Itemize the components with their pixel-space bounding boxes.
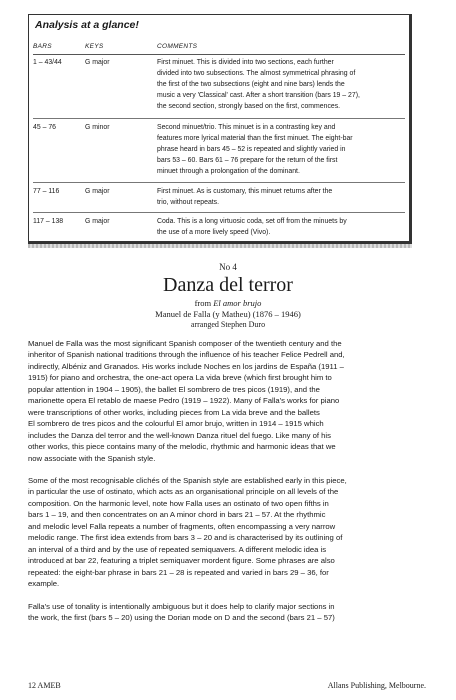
analysis-title: Analysis at a glance! <box>35 19 139 31</box>
piece-source: from El amor brujo <box>194 298 262 308</box>
paragraph-intro: Manuel de Falla was the most significant Spanish composer of the twentieth century and the inheritor of Spanish national traditions through the influence of his teacher Felice Pedrell and, indirectly, Albéniz and Granados. His works include Noches en los jardins de España (1911 – 1915) for piano and orchestra, the one-act opera La vida breve (which first brought him to popular attention in 1904 – 1905), the ballet El sombrero de tres picos (1919), and the marionette opera El retablo de maese Pedro (1919 – 1922). Many of Falla's works for piano were transcriptions of other works, including pieces from La vida breve and the ballets El sombrero de tres picos and the colourful El amor brujo, written in 1914 – 1915 which includes the Danza del terror and the well-known Danza rituel del fuego. Like many of his other works, this piece contains many of the melodic, rhythmic and harmonic ideas that we now associate with the Spanish style. <box>28 339 345 463</box>
analysis-box <box>28 14 412 244</box>
row-divider <box>33 118 405 119</box>
row-key: G major <box>85 218 110 225</box>
row-comment: Coda. This is a long virtuosic coda, set off from the minuets by the use of a more lively speed (Vivo). <box>157 218 347 237</box>
paragraph-tonality: Falla's use of tonality is intentionally ambiguous but it does help to clarify major sections in the work, the first (bars 5 – 20) using the Dorian mode on D and the second (bars 21 – 57) <box>28 602 335 623</box>
footer-page-number: 12 AMEB <box>28 681 61 690</box>
row-key: G minor <box>85 124 110 131</box>
box-shadow-strip <box>28 244 412 248</box>
row-key: G major <box>85 188 110 195</box>
header-keys: KEYS <box>85 43 104 50</box>
row-key: G major <box>85 59 110 66</box>
analysis-header-row <box>33 42 405 55</box>
row-divider <box>33 182 405 183</box>
piece-arranger: arranged Stephen Duro <box>190 320 266 329</box>
row-bars: 45 – 76 <box>33 124 56 131</box>
row-bars: 1 – 43/44 <box>33 59 62 66</box>
row-divider <box>33 212 405 213</box>
header-bars: BARS <box>33 43 52 50</box>
paragraph-style: Some of the most recognisable clichés of the Spanish style are established early in this piece, in particular the use of ostinato, which acts as an organisational principle on all levels of the composition. On the harmonic level, note how Falla uses an ostinato of two open fifths in bars 1 – 19, and then concentrates on an A minor chord in bars 21 – 57. At the rhythmic and melodic level Falla repeats a number of fragments, often encompassing a very narrow melodic range. The first idea extends from bars 3 – 20 and is characterised by its outlining of an interval of a third and by the use of repeated semiquavers. A different melodic idea is introduced at bar 22, featuring a triplet semiquaver mordent figure. Some phrases are also repeated: the eight-bar phrase in bars 21 – 28 is repeated and varied in bars 29 – 36, for example. <box>28 476 347 589</box>
footer-publisher: Allans Publishing, Melbourne. <box>327 681 426 690</box>
piece-title: Danza del terror <box>163 274 293 296</box>
row-comment: First minuet. This is divided into two sections, each further divided into two subsections. The almost symmetrical phrasing of the first of the two subsections (eight and nine bars) lends the music a very 'Classical' cast. After a short transition (bars 19 – 27), the second section, strongly based on the first, commences. <box>157 59 360 111</box>
row-comment: First minuet. As is customary, this minuet returns after the trio, without repeats. <box>157 188 333 207</box>
piece-number: No 4 <box>219 262 237 272</box>
header-comments: COMMENTS <box>157 43 198 50</box>
piece-composer: Manuel de Falla (y Matheu) (1876 – 1946) <box>155 309 301 319</box>
row-bars: 117 – 138 <box>33 218 64 225</box>
row-comment: Second minuet/trio. This minuet is in a contrasting key and features more lyrical material than the first minuet. The eight-bar phrase heard in bars 45 – 52 is repeated and slightly varied in bars 53 – 60. Bars 61 – 76 prepare for the return of the first minuet through a prolongation of the dominant. <box>157 124 353 176</box>
row-bars: 77 – 116 <box>33 188 60 195</box>
